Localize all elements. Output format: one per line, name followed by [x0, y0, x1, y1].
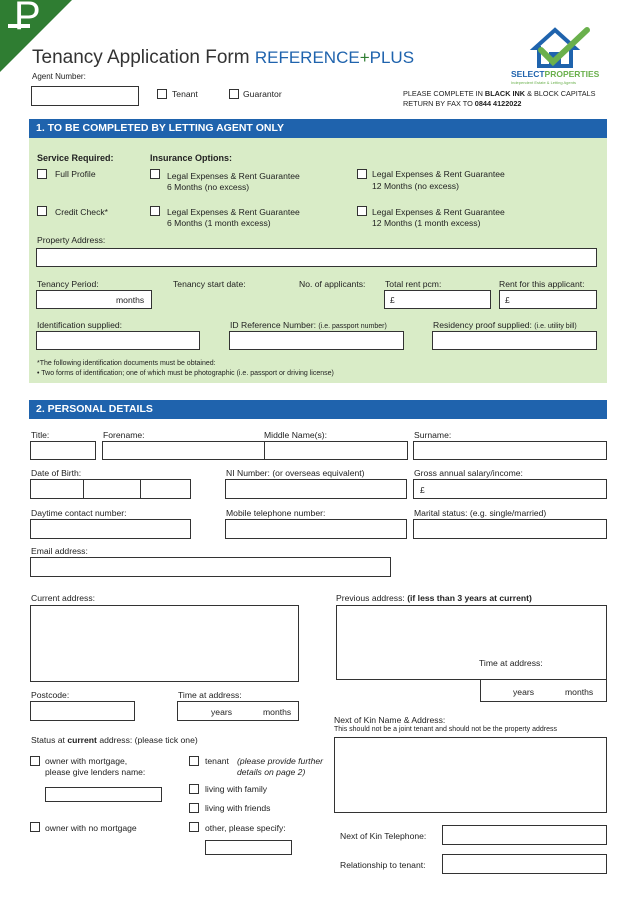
mobile-input[interactable] [225, 519, 407, 539]
rent-applicant-currency: £ [505, 295, 510, 305]
daytime-contact-input[interactable] [30, 519, 191, 539]
option-12m-no-excess-line2: 12 Months (no excess) [372, 181, 459, 191]
dob-label: Date of Birth: [31, 468, 82, 478]
guarantor-checkbox[interactable] [229, 89, 239, 99]
email-label: Email address: [31, 546, 88, 556]
current-address-label: Current address: [31, 593, 96, 603]
relationship-input[interactable] [442, 854, 607, 874]
tenant-note-line2: details on page 2) [237, 767, 306, 777]
ni-number-input[interactable] [225, 479, 407, 499]
agent-number-label: Agent Number: [32, 72, 86, 81]
previous-months-unit: months [565, 687, 594, 697]
previous-time-at-address-label: Time at address: [479, 658, 543, 668]
current-time-at-address-label: Time at address: [178, 690, 242, 700]
instr-2a: RETURN BY FAX TO [403, 99, 473, 108]
living-friends-label: living with friends [205, 803, 271, 813]
page-title [32, 47, 414, 69]
option-12m-no-excess-checkbox[interactable] [357, 169, 367, 179]
other-status-label: other, please specify: [205, 823, 286, 833]
owner-mortgage-line1: owner with mortgage, [45, 756, 128, 766]
email-input[interactable] [30, 557, 391, 577]
daytime-contact-label: Daytime contact number: [31, 508, 127, 518]
section-2-heading: 2. PERSONAL DETAILS [29, 400, 607, 419]
option-6m-no-excess-checkbox[interactable] [150, 169, 160, 179]
owner-mortgage-checkbox[interactable] [30, 756, 40, 766]
instr-1b: BLACK INK [484, 89, 526, 98]
guarantor-label: Guarantor [243, 89, 282, 99]
previous-years-unit: years [513, 687, 535, 697]
dob-year-input[interactable] [140, 479, 191, 499]
next-of-kin-label: Next of Kin Name & Address: [334, 715, 446, 725]
rent-applicant-input[interactable] [499, 290, 597, 309]
agent-number-input[interactable] [31, 86, 139, 106]
status-text-c: address: (please tick one) [99, 735, 198, 745]
corner-letter: P [14, 0, 41, 38]
owner-no-mortgage-label: owner with no mortgage [45, 823, 137, 833]
id-ref-input[interactable] [229, 331, 404, 350]
tenant-checkbox[interactable] [157, 89, 167, 99]
salary-currency: £ [420, 485, 425, 495]
id-note-1: *The following identification documents must be obtained: [37, 360, 216, 367]
tenancy-start-label: Tenancy start date: [173, 279, 246, 289]
previous-address-input[interactable] [336, 605, 607, 680]
option-12m-excess-checkbox[interactable] [357, 206, 367, 216]
kin-telephone-label: Next of Kin Telephone: [340, 831, 427, 841]
residency-note: (i.e. utility bill) [534, 323, 577, 330]
full-profile-label: Full Profile [55, 169, 96, 179]
logo-tagline: Independent Estate & Letting Agents [511, 80, 576, 85]
logo-name-select: SELECT [511, 69, 545, 79]
surname-input[interactable] [413, 441, 607, 460]
credit-check-label: Credit Check* [55, 207, 109, 217]
insurance-options-label: Insurance Options: [150, 153, 233, 163]
residency-text: Residency proof supplied: [433, 320, 532, 330]
option-6m-no-excess-line2: 6 Months (no excess) [167, 182, 250, 192]
option-12m-excess-line1: Legal Expenses & Rent Guarantee [372, 207, 505, 217]
middle-name-label: Middle Name(s): [264, 430, 328, 440]
tenant-label: Tenant [172, 89, 198, 99]
tenant-status-label: tenant [205, 756, 229, 766]
postcode-input[interactable] [30, 701, 135, 721]
previous-address-label [336, 593, 532, 603]
relationship-label: Relationship to tenant: [340, 860, 426, 870]
fax-number: 0844 4122022 [474, 99, 522, 108]
id-supplied-label: Identification supplied: [37, 320, 123, 330]
title-brand-plus: PLUS [369, 48, 415, 67]
other-status-checkbox[interactable] [189, 822, 199, 832]
id-ref-text: ID Reference Number: [230, 320, 316, 330]
section-1-heading: 1. TO BE COMPLETED BY LETTING AGENT ONLY [29, 119, 607, 138]
previous-address-text: Previous address: [336, 593, 405, 603]
residency-input[interactable] [432, 331, 597, 350]
title-label: Title: [31, 430, 50, 440]
logo-name [511, 69, 599, 79]
tenant-note-line1: (please provide further [237, 756, 323, 766]
current-address-input[interactable] [30, 605, 299, 682]
forename-input[interactable] [102, 441, 266, 460]
dob-day-input[interactable] [30, 479, 84, 499]
rent-applicant-label: Rent for this applicant: [499, 279, 585, 289]
dob-month-input[interactable] [83, 479, 141, 499]
marital-status-input[interactable] [413, 519, 607, 539]
option-12m-excess-line2: 12 Months (1 month excess) [372, 218, 481, 228]
num-applicants-label: No. of applicants: [299, 279, 366, 289]
kin-telephone-input[interactable] [442, 825, 607, 845]
option-6m-excess-checkbox[interactable] [150, 206, 160, 216]
living-friends-checkbox[interactable] [189, 803, 199, 813]
credit-check-checkbox[interactable] [37, 206, 47, 216]
total-rent-input[interactable] [384, 290, 491, 309]
postcode-label: Postcode: [31, 690, 70, 700]
title-text: Tenancy Application Form [32, 47, 250, 68]
other-status-input[interactable] [205, 840, 292, 855]
salary-input[interactable] [413, 479, 607, 499]
instr-1a: PLEASE COMPLETE IN [403, 89, 483, 98]
next-of-kin-input[interactable] [334, 737, 607, 813]
id-ref-note: (i.e. passport number) [318, 323, 387, 330]
instr-1c: & BLOCK CAPITALS [527, 89, 596, 98]
forename-label: Forename: [103, 430, 145, 440]
status-label [31, 735, 198, 745]
surname-label: Surname: [414, 430, 452, 440]
middle-name-input[interactable] [264, 441, 408, 460]
title-input[interactable] [30, 441, 96, 460]
id-supplied-input[interactable] [36, 331, 200, 350]
option-6m-excess-line2: 6 Months (1 month excess) [167, 218, 271, 228]
ni-number-label: NI Number: (or overseas equivalent) [226, 468, 365, 478]
house-check-icon [505, 24, 605, 70]
logo-name-properties: PROPERTIES [544, 69, 600, 79]
option-6m-no-excess-line1: Legal Expenses & Rent Guarantee [167, 171, 300, 181]
option-12m-no-excess-line1: Legal Expenses & Rent Guarantee [372, 169, 505, 179]
lenders-name-input[interactable] [45, 787, 162, 802]
tenancy-period-unit: months [116, 295, 145, 305]
owner-no-mortgage-checkbox[interactable] [30, 822, 40, 832]
current-years-unit: years [211, 707, 233, 717]
total-rent-currency: £ [390, 295, 395, 305]
status-text-a: Status at [31, 735, 65, 745]
total-rent-label: Total rent pcm: [385, 279, 442, 289]
instructions-line-2 [403, 99, 521, 109]
living-family-checkbox[interactable] [189, 784, 199, 794]
salary-label: Gross annual salary/income: [414, 468, 523, 478]
full-profile-checkbox[interactable] [37, 169, 47, 179]
brand-cross-icon: + [359, 48, 370, 67]
mobile-label: Mobile telephone number: [226, 508, 326, 518]
owner-mortgage-line2: please give lenders name: [45, 767, 146, 777]
instructions-line-1 [403, 89, 596, 99]
property-address-input[interactable] [36, 248, 597, 267]
previous-address-note: (if less than 3 years at current) [407, 593, 532, 603]
next-of-kin-note: This should not be a joint tenant and should not be the property address [334, 726, 557, 733]
company-logo [505, 24, 605, 86]
marital-status-label: Marital status: (e.g. single/married) [414, 508, 547, 518]
property-address-label: Property Address: [37, 235, 106, 245]
tenancy-period-label: Tenancy Period: [37, 279, 99, 289]
tenant-status-checkbox[interactable] [189, 756, 199, 766]
id-note-2: • Two forms of identification; one of which must be photographic (i.e. passport or driving license) [37, 370, 334, 377]
option-6m-excess-line1: Legal Expenses & Rent Guarantee [167, 207, 300, 217]
service-required-label: Service Required: [37, 153, 114, 163]
title-brand-reference: REFERENCE [254, 48, 360, 67]
current-months-unit: months [263, 707, 292, 717]
status-text-current: current [67, 735, 97, 745]
living-family-label: living with family [205, 784, 268, 794]
